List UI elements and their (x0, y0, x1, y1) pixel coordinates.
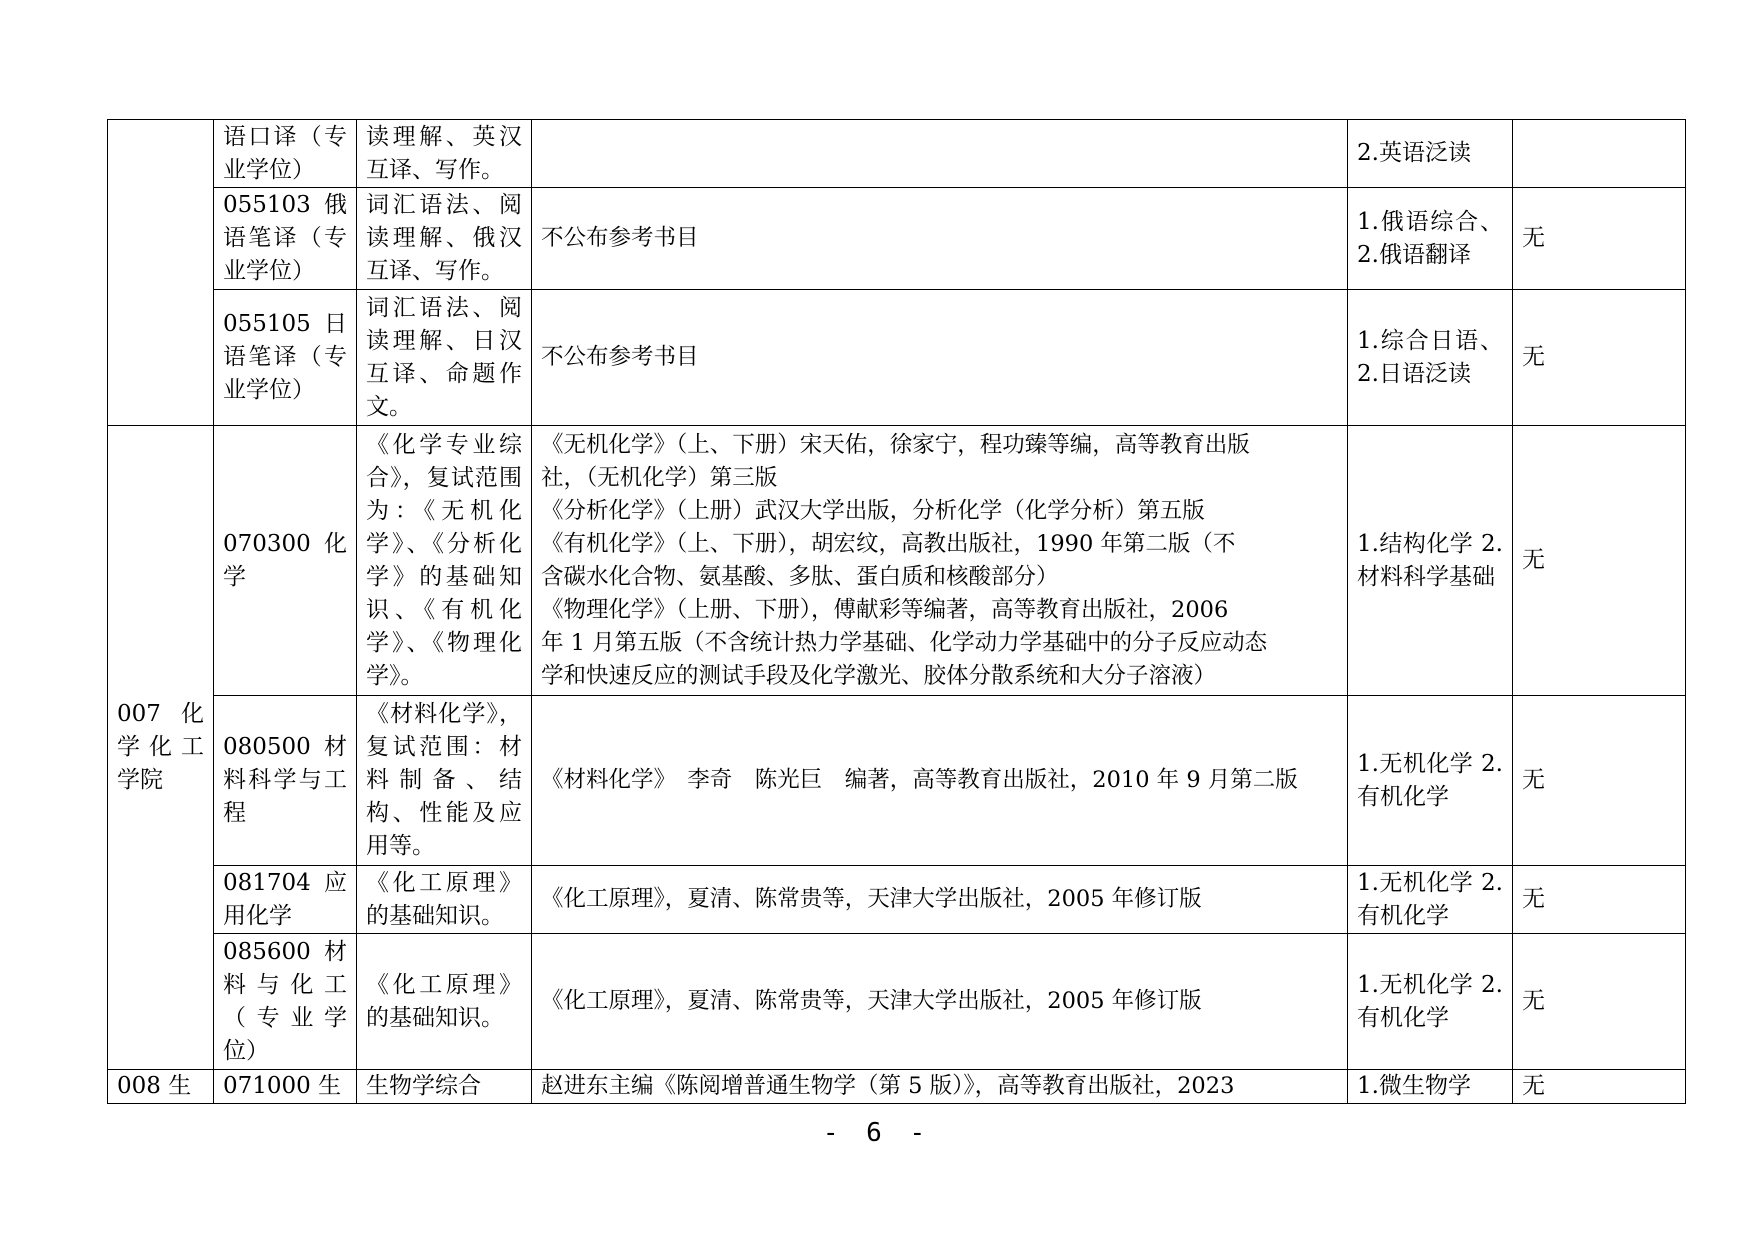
major-cell: 055105 日语笔译（专业学位） (214, 290, 357, 426)
page-number: - 6 - (822, 1118, 932, 1148)
scope-cell: 生物学综合 (357, 1070, 532, 1104)
extra-cell: 无 (1513, 188, 1686, 290)
book-line: 年 1 月第五版（不含统计热力学基础、化学动力学基础中的分子反应动态 (541, 629, 1268, 656)
table-row (108, 934, 1686, 1070)
major-cell: 085600 材料与化工（专业学位） (214, 934, 357, 1070)
book-line: 赵进东主编《陈阅增普通生物学（第 5 版）》，高等教育出版社，2023 (541, 1073, 1235, 1099)
books-cell: 不公布参考书目 (532, 188, 1348, 290)
subjects-cell: 1.俄语综合、2.俄语翻译 (1348, 188, 1513, 290)
table-row (108, 866, 1686, 934)
scope-cell: 《化工原理》的基础知识。 (357, 934, 532, 1070)
major-cell: 081704 应用化学 (214, 866, 357, 934)
table-row (108, 1070, 1686, 1104)
college-cell: 007 化学化工学院 (108, 426, 214, 1070)
books-cell (532, 1070, 1348, 1104)
scope-cell: 《化工原理》的基础知识。 (357, 866, 532, 934)
subjects-cell: 1.无机化学 2.有机化学 (1348, 934, 1513, 1070)
extra-cell: 无 (1513, 934, 1686, 1070)
book-line: 《分析化学》（上册）武汉大学出版，分析化学（化学分析）第五版 (541, 497, 1205, 524)
book-line: 《有机化学》（上、下册），胡宏纹，高教出版社，1990 年第二版（不 (541, 530, 1236, 557)
books-cell: 《化工原理》，夏清、陈常贵等，天津大学出版社，2005 年修订版 (532, 934, 1348, 1070)
extra-cell: 无 (1513, 426, 1686, 696)
subjects-cell: 1.结构化学 2.材料科学基础 (1348, 426, 1513, 696)
books-cell: 《化工原理》，夏清、陈常贵等，天津大学出版社，2005 年修订版 (532, 866, 1348, 934)
scope-cell: 词汇语法、阅读理解、日汉互译、命题作文。 (357, 290, 532, 426)
table-row (108, 426, 1686, 696)
extra-cell: 无 (1513, 866, 1686, 934)
books-cell: 《材料化学》 李奇 陈光巨 编著，高等教育出版社，2010 年 9 月第二版 (532, 696, 1348, 866)
major-cell: 070300 化学 (214, 426, 357, 696)
subjects-cell: 1.无机化学 2.有机化学 (1348, 696, 1513, 866)
college-cell (108, 120, 214, 426)
book-line: 含碳水化合物、氨基酸、多肽、蛋白质和核酸部分） (541, 563, 1059, 590)
major-cell: 080500 材料科学与工程 (214, 696, 357, 866)
table-row (108, 188, 1686, 290)
book-line: 学和快速反应的测试手段及化学激光、胶体分散系统和大分子溶液） (541, 662, 1217, 689)
books-cell (532, 426, 1348, 696)
book-line: 《物理化学》（上册、下册），傅献彩等编著，高等教育出版社，2006 (541, 596, 1229, 623)
extra-cell: 无 (1513, 696, 1686, 866)
table-row (108, 120, 1686, 188)
subjects-cell: 1.微生物学 (1348, 1070, 1513, 1104)
extra-cell: 无 (1513, 290, 1686, 426)
college-cell: 008 生 (108, 1070, 214, 1104)
book-line: 社，（无机化学）第三版 (541, 464, 778, 491)
subjects-cell: 1.无机化学 2.有机化学 (1348, 866, 1513, 934)
major-cell: 071000 生 (214, 1070, 357, 1104)
major-cell: 055103 俄语笔译（专业学位） (214, 188, 357, 290)
book-line: 《无机化学》（上、下册）宋天佑，徐家宁，程功臻等编，高等教育出版 (541, 431, 1250, 458)
extra-cell: 无 (1513, 1070, 1686, 1104)
subjects-cell: 1.综合日语、2.日语泛读 (1348, 290, 1513, 426)
scope-cell: 《化学专业综合》，复试范围为：《无机化学》、《分析化学》的基础知识、《有机化学》、《物理化学》。 (357, 426, 532, 696)
books-cell (532, 120, 1348, 188)
scope-cell: 词汇语法、阅读理解、俄汉互译、写作。 (357, 188, 532, 290)
scope-cell: 读理解、英汉互译、写作。 (357, 120, 532, 188)
table-row (108, 696, 1686, 866)
table-row (108, 290, 1686, 426)
major-cell: 语口译（专业学位） (214, 120, 357, 188)
subjects-cell: 2.英语泛读 (1348, 120, 1513, 188)
scope-cell: 《材料化学》，复试范围：材料制备、结构、性能及应用等。 (357, 696, 532, 866)
extra-cell (1513, 120, 1686, 188)
reference-books-table (107, 119, 1686, 1104)
books-cell: 不公布参考书目 (532, 290, 1348, 426)
